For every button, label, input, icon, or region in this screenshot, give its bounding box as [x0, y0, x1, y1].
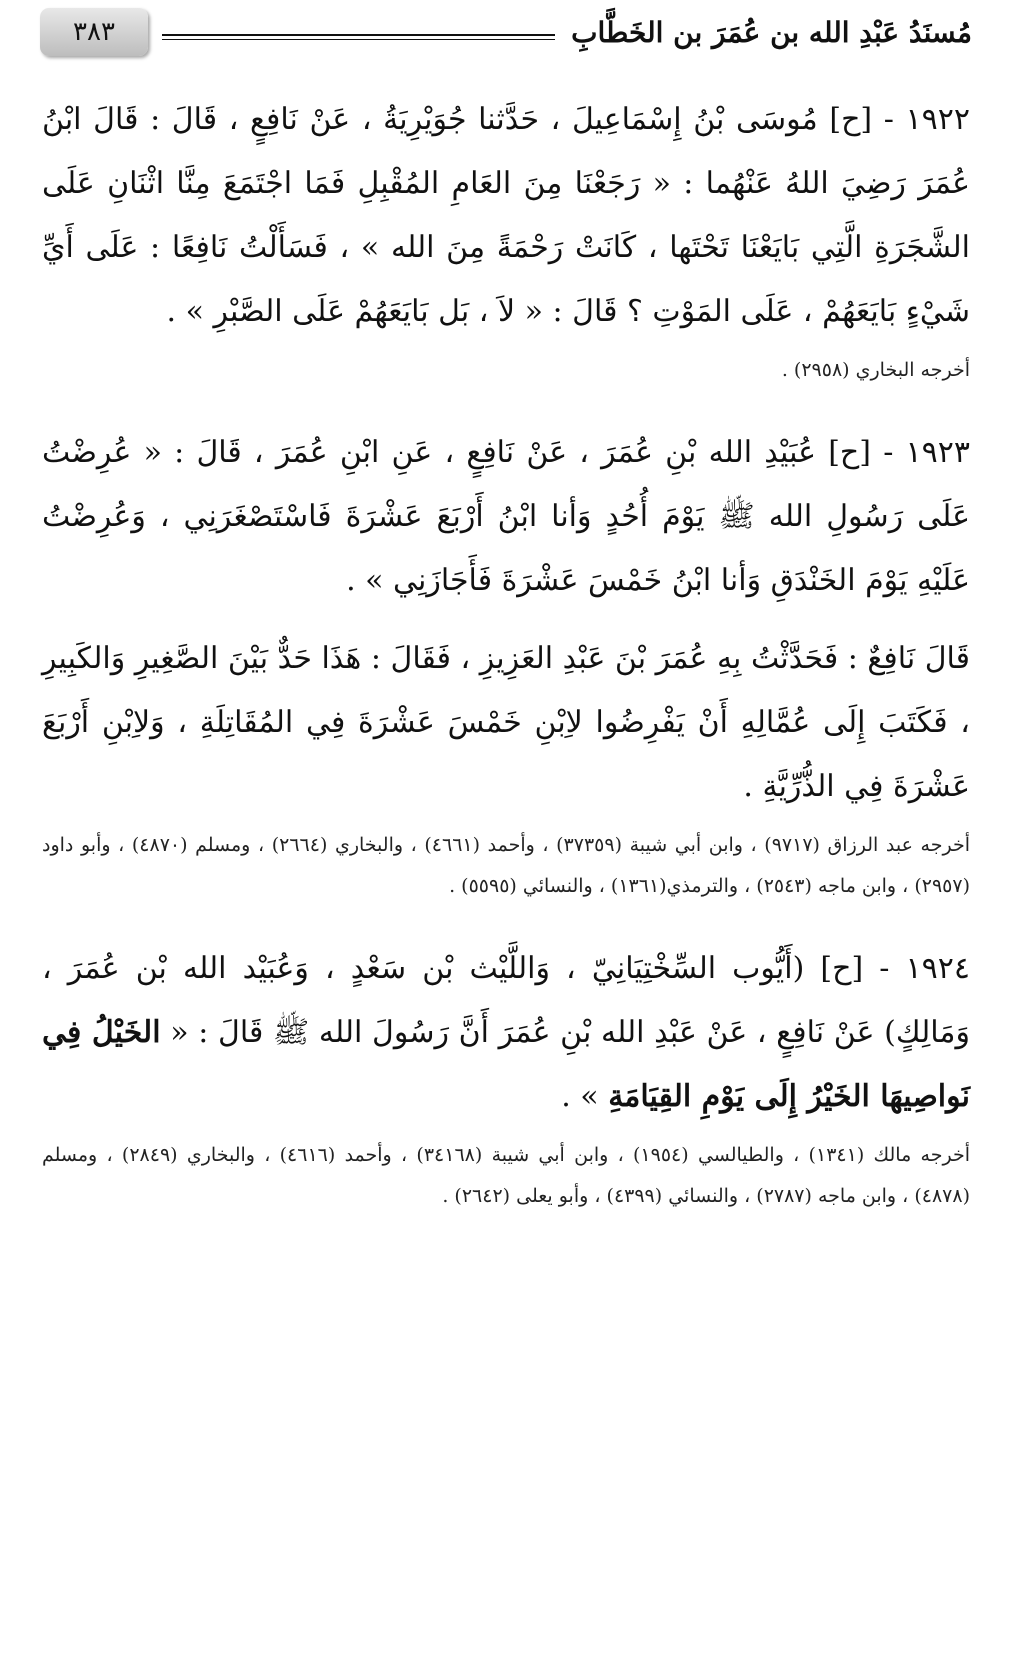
header-rule — [162, 34, 555, 40]
hadith-reference: أخرجه عبد الرزاق (٩٧١٧) ، وابن أبي شيبة (٣٧٣٥٩) ، وأحمد (٤٦٦١) ، والبخاري (٢٦٦٤) ، ومسلم (٤٨٧٠) ، وأبو داود (٢٩٥٧) ، وابن ماجه (٢٥٤٣) ، والترمذي(١٣٦١) ، والنسائي (٥٥٩٥) . — [42, 834, 970, 897]
running-title: مُسنَدُ عَبْدِ الله بن عُمَرَ بن الخَطَّابِ — [571, 15, 972, 49]
hadith-text: ١٩٢٢ - [ح] مُوسَى بْنُ إِسْمَاعِيلَ ، حَدَّثنا جُوَيْرِيَةُ ، عَنْ نَافِعٍ ، قَالَ : قَالَ ابْنُ عُمَرَ رَضِيَ اللهُ عَنْهُما : « رَجَعْنَا مِنَ العَامِ المُقْبِلِ فَمَا اجْتَمَعَ مِنَّا اثْنَانِ عَلَى الشَّجَرَةِ الَّتِي بَايَعْنَا تَحْتَها ، كَانَتْ رَحْمَةً مِنَ الله » ، فَسَأَلْتُ نَافِعًا : عَلَى أَيِّ شَيْءٍ بَايَعَهُمْ ، عَلَى المَوْتِ ؟ قَالَ : « لاَ ، بَل بَايَعَهُمْ عَلَى الصَّبْرِ » . — [42, 102, 970, 329]
hadith-1923 — [42, 421, 970, 907]
page-header — [40, 4, 972, 60]
hadith-1922 — [42, 88, 970, 391]
hadith-commentary: قَالَ نَافِعٌ : فَحَدَّثْتُ بِهِ عُمَرَ بْنَ عَبْدِ العَزِيزِ ، فَقَالَ : هَذَا حَدٌّ بَيْنَ الصَّغِيرِ وَالكَبِيرِ ، فَكَتَبَ إِلَى عُمَّالِهِ أَنْ يَفْرِضُوا لاِبْنِ خَمْسَ عَشْرَةَ فِي المُقَاتِلَةِ ، وَلاِبْنِ أَرْبَعَ عَشْرَةَ فِي الذُّرِّيَّةِ . — [42, 641, 970, 804]
hadith-reference: أخرجه البخاري (٢٩٥٨) . — [781, 359, 970, 381]
hadith-text-end: » . — [561, 1079, 599, 1114]
hadith-matn-bold: الخَيْلُ فِي نَواصِيهَا الخَيْرُ إِلَى يَوْمِ القِيَامَةِ — [42, 1015, 970, 1114]
hadith-text-start: ١٩٢٤ - [ح] (أَيُّوب السِّخْتِيَانِيّ ، وَاللَّيْث بْن سَعْدٍ ، وَعُبَيْد الله بْن عُمَرَ ، وَمَالِكٍ) عَنْ نَافِعٍ ، عَنْ عَبْدِ الله بْنِ عُمَرَ أَنَّ رَسُولَ الله ﷺ قَالَ : « — [42, 951, 970, 1050]
hadith-text — [42, 937, 970, 1129]
hadith-1924 — [42, 937, 970, 1217]
page-number-badge: ٣٨٣ — [40, 8, 148, 56]
hadith-reference: أخرجه مالك (١٣٤١) ، والطيالسي (١٩٥٤) ، وابن أبي شيبة (٣٤١٦٨) ، وأحمد (٤٦١٦) ، والبخاري (٢٨٤٩) ، ومسلم (٤٨٧٨) ، وابن ماجه (٢٧٨٧) ، والنسائي (٤٣٩٩) ، وأبو يعلى (٢٦٤٢) . — [42, 1144, 970, 1207]
hadith-text: ١٩٢٣ - [ح] عُبَيْدِ الله بْنِ عُمَرَ ، عَنْ نَافِعٍ ، عَنِ ابْنِ عُمَرَ ، قَالَ : « عُرِضْتُ عَلَى رَسُولِ الله ﷺ يَوْمَ أُحُدٍ وَأنا ابْنُ أَرْبَعَ عَشْرَةَ فَاسْتَصْغَرَنِي ، وَعُرِضْتُ عَلَيْهِ يَوْمَ الخَنْدَقِ وَأنا ابْنُ خَمْسَ عَشْرَةَ فَأَجَازَنِي » . — [42, 435, 970, 598]
page-content — [42, 88, 970, 1247]
